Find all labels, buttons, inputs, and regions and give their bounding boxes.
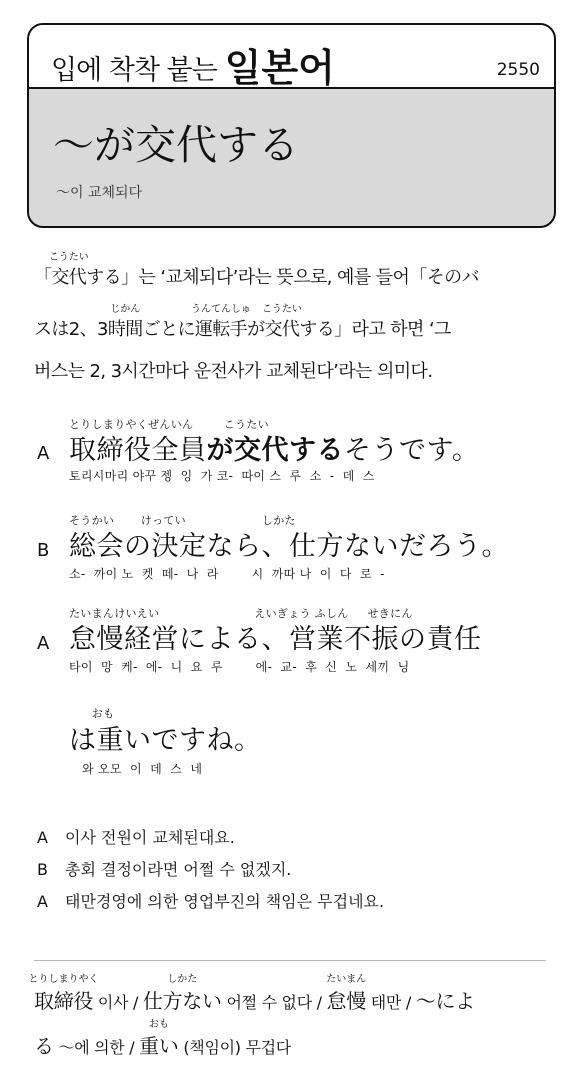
furigana: じかん bbox=[110, 304, 141, 315]
dialogue-text: 怠慢経営による、営業不振の責任 bbox=[69, 624, 482, 655]
vocab-word bbox=[326, 974, 367, 1014]
translation-line bbox=[37, 825, 235, 848]
vocab-term: る bbox=[34, 1034, 54, 1058]
translation-text: 태만경영에 의한 영업부진의 책임은 무겁네요. bbox=[65, 892, 385, 911]
lesson-code: 2550 bbox=[496, 60, 540, 80]
vocab-line-2 bbox=[34, 1019, 291, 1059]
ruby-word bbox=[261, 304, 302, 341]
vocab-term: 取締役 bbox=[34, 989, 94, 1013]
furigana: とりしまりやく bbox=[28, 974, 99, 985]
ruby-base: 交代 bbox=[264, 319, 300, 340]
vocab-word bbox=[139, 1019, 179, 1059]
furigana: たいまん bbox=[326, 974, 367, 985]
dialogue-text-emphasis: が交代する bbox=[206, 435, 344, 466]
dialogue-pronunciation: 토리시마리 야꾸 젱 잉 가 코- 따이 스 루 소 - 데 스 bbox=[69, 469, 375, 483]
explanation-text: ごとに bbox=[142, 319, 195, 340]
vocab-meaning: 어쩔 수 없다 / bbox=[226, 993, 322, 1012]
dialogue-pronunciation: 타이 망 케- 에- 니 요 루 에- 교- 후 신 노 세끼 닝 bbox=[69, 660, 410, 674]
vocab-word bbox=[142, 974, 222, 1014]
explanation-text: が bbox=[247, 319, 265, 340]
ruby-base: 交代 bbox=[51, 267, 87, 288]
series-title bbox=[51, 35, 335, 90]
speaker-label: A bbox=[37, 633, 50, 654]
furigana: しかた bbox=[167, 974, 198, 985]
dialogue-line bbox=[69, 718, 262, 757]
vocab-meaning: 이사 / bbox=[97, 993, 139, 1012]
dialogue-text: 総会の決定なら、仕方ないだろう。 bbox=[69, 531, 509, 562]
divider bbox=[34, 960, 546, 961]
explanation-line-2 bbox=[34, 304, 554, 341]
series-title-small: 입에 착착 붙는 bbox=[51, 55, 217, 86]
explanation-text: する」라고 하면 ‘그 bbox=[299, 319, 451, 340]
speaker-label: B bbox=[37, 540, 50, 561]
translation-text: 총회 결정이라면 어쩔 수 없겠지. bbox=[65, 860, 292, 879]
vocab-term: 怠慢 bbox=[326, 989, 366, 1013]
speaker-label: B bbox=[37, 860, 48, 879]
ruby-base: 時間 bbox=[107, 319, 143, 340]
ruby-word bbox=[107, 304, 143, 341]
furigana: こうたい bbox=[261, 304, 302, 315]
explanation-line-1 bbox=[34, 252, 554, 289]
vocab-line-1 bbox=[28, 974, 475, 1014]
dialogue-text: 取締役全員 bbox=[69, 435, 207, 466]
explanation-line-3: 버스는 2, 3시간마다 운전사가 교체된다’라는 의미다. bbox=[34, 361, 433, 382]
furigana: おも bbox=[148, 1019, 169, 1030]
explanation-text: スは2、3 bbox=[34, 319, 108, 340]
vocab-term: 〜によ bbox=[415, 989, 475, 1013]
dialogue-pronunciation: 소- 까이 노 켓 떼- 나 라 시 까따 나 이 다 로 - bbox=[69, 567, 385, 581]
ruby-base: 運転手 bbox=[194, 319, 248, 340]
furigana: こうたい bbox=[48, 252, 89, 263]
dialogue-furigana: そうかい けってい しかた bbox=[69, 514, 296, 527]
translation-text: 이사 전원이 교체된대요. bbox=[65, 828, 235, 847]
dialogue-furigana: おも bbox=[69, 707, 115, 720]
speaker-label: A bbox=[37, 828, 48, 847]
vocab-meaning: 태만 / bbox=[370, 993, 411, 1012]
vocab-term: 重い bbox=[139, 1034, 179, 1058]
dialogue-text: そうです。 bbox=[344, 435, 480, 466]
explanation-text: 「 bbox=[34, 267, 52, 288]
vocab-meaning: (책임이) 무겁다 bbox=[183, 1038, 291, 1057]
dialogue-line bbox=[69, 524, 509, 563]
series-banner bbox=[29, 25, 554, 89]
speaker-label: A bbox=[37, 443, 50, 464]
dialogue-text: は重いですね。 bbox=[69, 725, 262, 756]
header-card bbox=[27, 23, 556, 228]
vocab-meaning: 〜에 의한 / bbox=[58, 1038, 135, 1057]
translation-line bbox=[37, 857, 291, 880]
dialogue-line bbox=[69, 428, 479, 467]
furigana: うんてんしゅ bbox=[191, 304, 252, 315]
dialogue-furigana: とりしまりやくぜんいん こうたい bbox=[69, 418, 269, 431]
dialogue-line bbox=[69, 617, 482, 656]
translation-line bbox=[37, 889, 384, 912]
series-title-big: 일본어 bbox=[224, 46, 335, 90]
vocab-term: 仕方ない bbox=[142, 989, 222, 1013]
ruby-word bbox=[48, 252, 89, 289]
speaker-label: A bbox=[37, 892, 48, 911]
dialogue-pronunciation: 와 오모 이 데 스 네 bbox=[82, 762, 203, 776]
vocab-word bbox=[28, 974, 99, 1014]
explanation-text: する」는 ‘교체되다’라는 뜻으로, 예를 들어「そのバ bbox=[86, 267, 479, 288]
ruby-word bbox=[191, 304, 252, 341]
headword-gloss: 〜이 교체되다 bbox=[56, 185, 143, 201]
dialogue-furigana: たいまんけいえい えいぎょう ふしん せきにん bbox=[69, 607, 413, 620]
headword: 〜が交代する bbox=[53, 121, 299, 169]
